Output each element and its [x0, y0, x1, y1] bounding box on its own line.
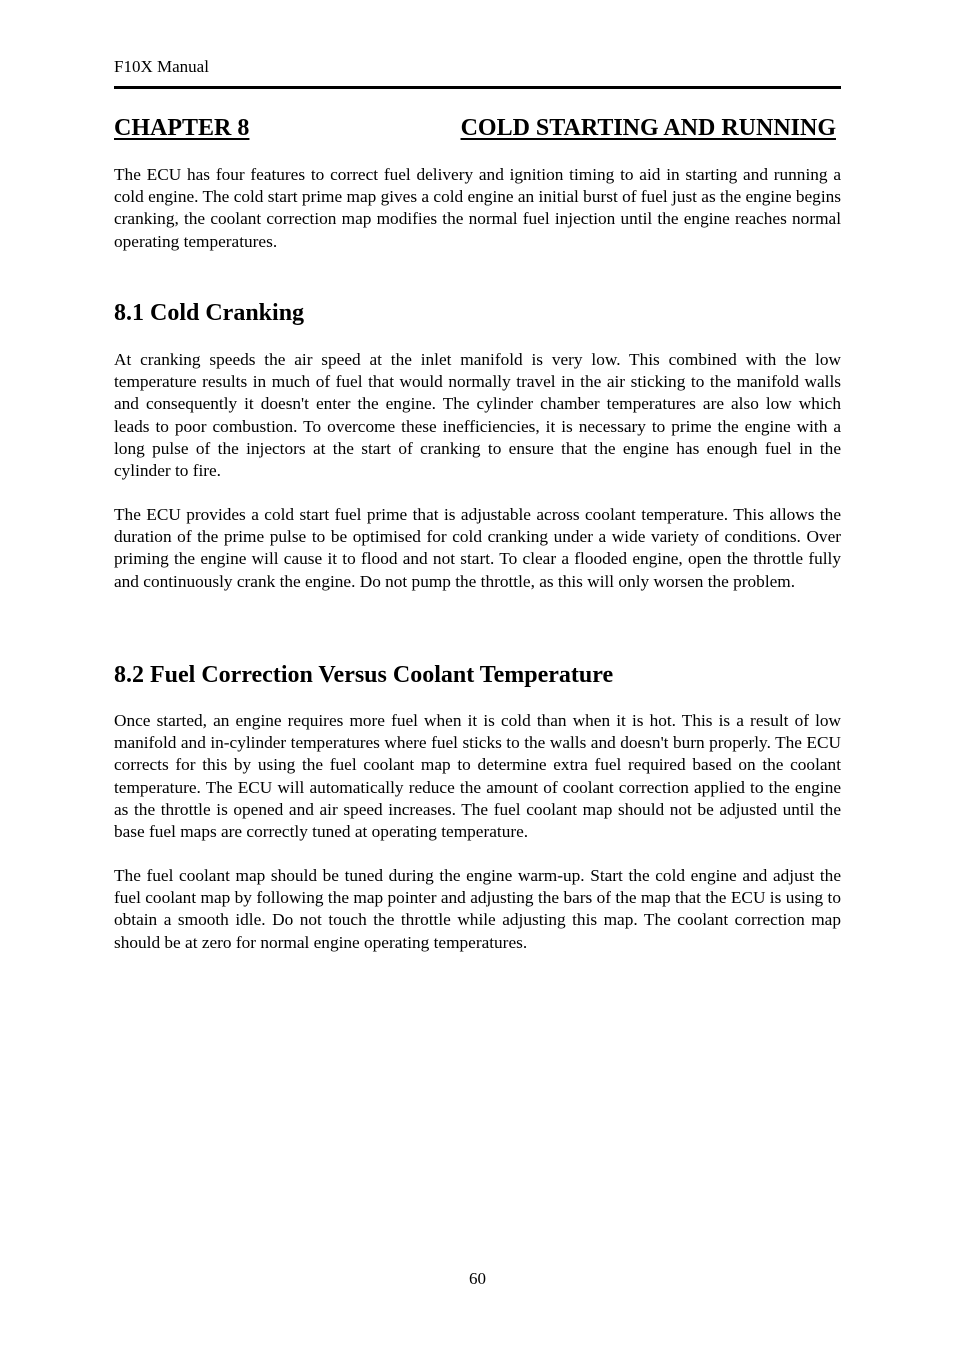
- page-number: 60: [469, 1269, 486, 1288]
- section-paragraph: Once started, an engine requires more fuel when it is cold than when it is hot. This is a result of low manifold and in-cylinder temperatures where fuel sticks to the walls and doesn't burn properly. The ECU corrects for this by using the fuel coolant map to determine extra fuel required based on the coolant temperature. The ECU will automatically reduce the amount of coolant correction applied to the engine as the throttle is opened and air speed increases. The fuel coolant map should not be adjusted until the base fuel maps are correctly tuned at operating temperature.: [114, 711, 841, 842]
- section-paragraph: The ECU provides a cold start fuel prime that is adjustable across coolant temperature. This allows the duration of the prime pulse to be optimised for cold cranking under a wide variety of conditions. Over priming the engine will cause it to flood and not start. To clear a flooded engine, open the throttle fully and continuously crank the engine. Do not pump the throttle, as this will only worsen the problem.: [114, 505, 841, 591]
- section-paragraph: The fuel coolant map should be tuned during the engine warm-up. Start the cold engine and adjust the fuel coolant map by following the map pointer and adjusting the bars of the map that the ECU is using to obtain a smooth idle. Do not touch the throttle while adjusting this map. The coolant correction map should be at zero for normal engine operating temperatures.: [114, 866, 841, 952]
- header-rule: [114, 86, 841, 89]
- chapter-title: [114, 113, 836, 143]
- section-paragraph: At cranking speeds the air speed at the inlet manifold is very low. This combined with the low temperature results in much of fuel that would normally travel in the air sticking to the manifold walls and consequently it doesn't enter the engine. The cylinder chamber temperatures are also low which leads to poor combustion. To overcome these inefficiencies, it is necessary to prime the engine with a long pulse of the injectors at the start of cranking to ensure that the engine has enough fuel in the cylinder to fire.: [114, 350, 841, 481]
- section-heading-cold-cranking: 8.1 Cold Cranking: [114, 300, 305, 326]
- chapter-name: COLD STARTING AND RUNNING: [460, 115, 836, 141]
- chapter-intro-paragraph: The ECU has four features to correct fuel delivery and ignition timing to aid in starting and running a cold engine. The cold start prime map gives a cold engine an initial burst of fuel just as the engine begins cranking, the coolant correction map modifies the normal fuel injection until the engine reaches normal operating temperatures.: [114, 165, 841, 251]
- chapter-number: CHAPTER 8: [114, 115, 250, 141]
- running-header: F10X Manual: [114, 57, 209, 76]
- section-heading-fuel-correction: 8.2 Fuel Correction Versus Coolant Temperature: [114, 662, 614, 688]
